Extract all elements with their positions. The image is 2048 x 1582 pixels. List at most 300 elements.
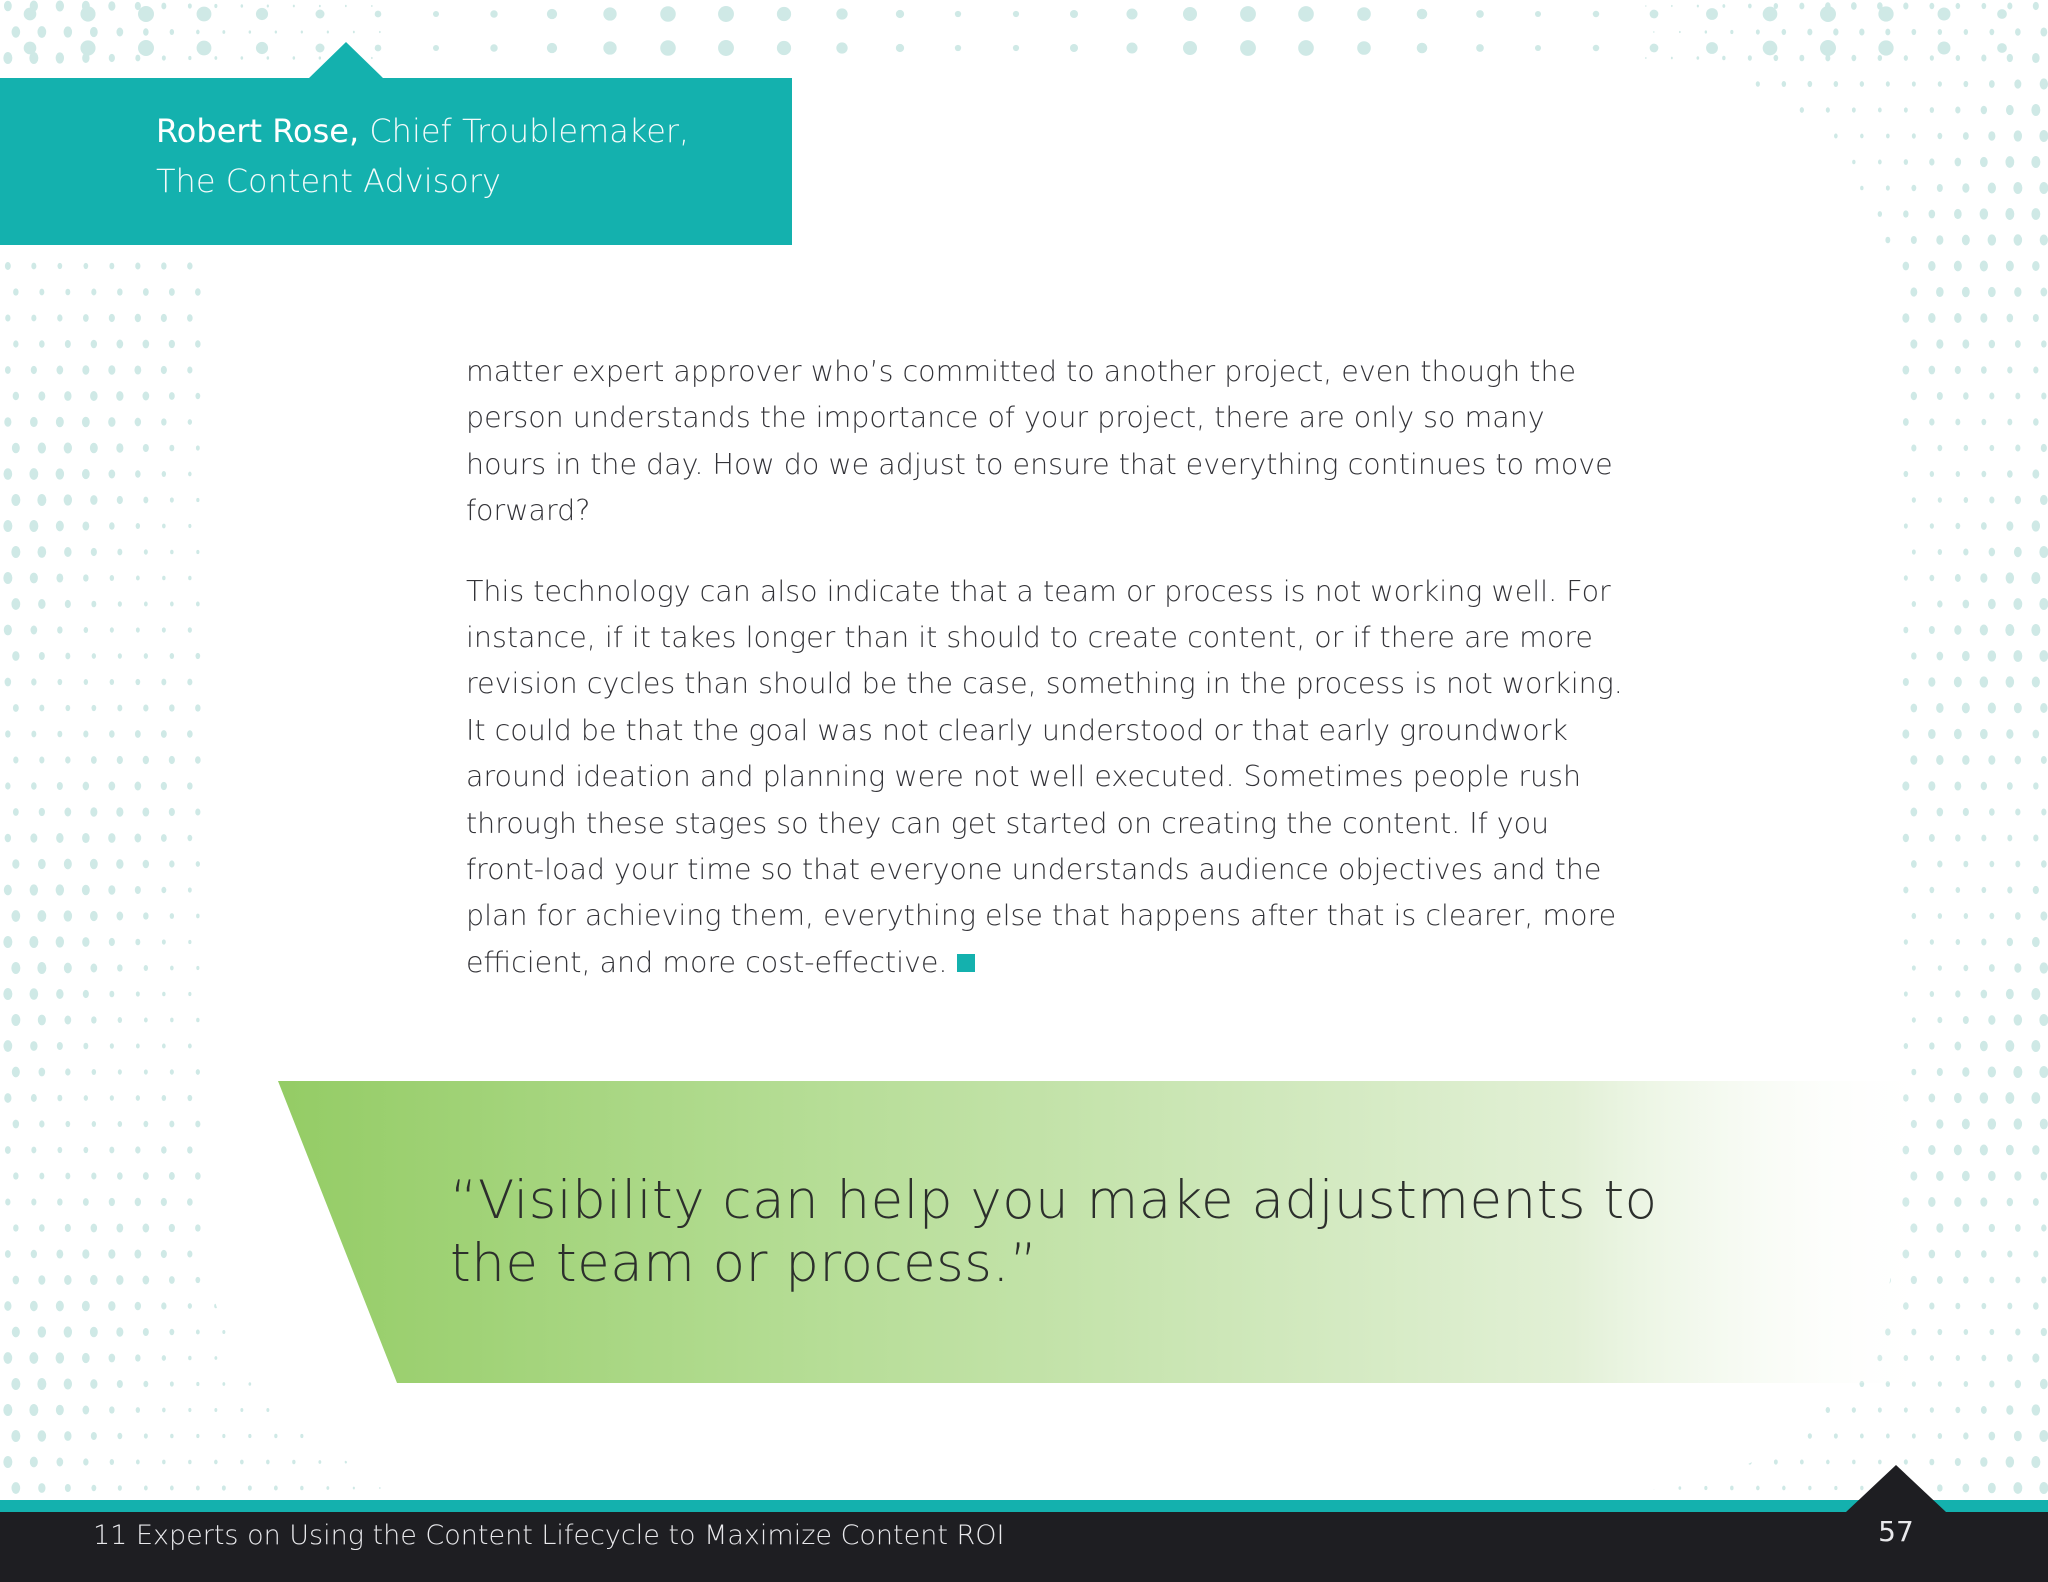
background-dot <box>162 1408 166 1413</box>
background-dot <box>57 1042 63 1050</box>
background-dot <box>1963 861 1968 868</box>
background-dot <box>1938 497 1942 503</box>
background-dot <box>187 314 193 322</box>
background-dot <box>169 860 174 867</box>
background-dot <box>603 41 616 54</box>
background-dot <box>196 653 201 659</box>
background-dot <box>1962 755 1969 765</box>
background-dot <box>1476 10 1484 18</box>
background-dot <box>196 966 199 970</box>
background-dot <box>65 653 70 660</box>
background-dot <box>293 56 296 59</box>
background-dot <box>2041 1172 2048 1181</box>
background-dot <box>187 1198 193 1206</box>
background-dot <box>222 1485 226 1490</box>
background-dot <box>490 10 497 17</box>
background-dot <box>31 678 36 685</box>
background-dot <box>1903 418 1909 426</box>
background-dot <box>136 1459 140 1464</box>
background-dot <box>1911 860 1917 868</box>
background-dot <box>169 340 175 348</box>
background-dot <box>188 1408 191 1412</box>
background-dot <box>1936 703 1943 713</box>
background-dot <box>162 576 165 581</box>
background-dot <box>92 653 96 659</box>
background-dot <box>117 1172 123 1180</box>
background-dot <box>275 30 277 33</box>
background-dot <box>1903 627 1908 634</box>
background-dot <box>955 45 961 51</box>
background-dot <box>29 1404 38 1416</box>
background-dot <box>1904 523 1908 528</box>
background-dot <box>161 3 166 10</box>
background-dot <box>108 833 115 843</box>
background-dot <box>1989 1329 1994 1335</box>
background-dot <box>1357 41 1371 55</box>
background-dot <box>58 263 63 269</box>
background-dot <box>13 704 19 712</box>
background-dot <box>110 1459 114 1465</box>
background-dot <box>1774 1459 1778 1464</box>
background-dot <box>1910 808 1917 817</box>
background-dot <box>162 1355 166 1361</box>
pull-quote-band <box>278 1081 1938 1383</box>
background-dot <box>1928 781 1935 790</box>
background-dot <box>1070 44 1078 52</box>
background-dot <box>1955 106 1960 113</box>
background-dot <box>1851 55 1856 61</box>
background-dot <box>161 1302 166 1309</box>
background-dot <box>1912 1017 1916 1022</box>
background-dot <box>1989 1277 1994 1284</box>
background-dot <box>110 1095 114 1101</box>
background-dot <box>116 391 123 401</box>
background-dot <box>1929 418 1934 425</box>
background-dot <box>56 1352 64 1363</box>
background-dot <box>1962 287 1970 297</box>
background-dot <box>1963 1432 1968 1439</box>
background-dot <box>196 1069 200 1075</box>
background-dot <box>1911 185 1916 191</box>
background-dot <box>1937 184 1943 192</box>
background-dot <box>1800 1459 1804 1464</box>
background-dot <box>2041 756 2047 764</box>
background-dot <box>1706 42 1718 54</box>
background-dot <box>2014 1118 2022 1129</box>
background-dot <box>1852 160 1855 164</box>
background-dot <box>170 966 174 971</box>
background-dot <box>547 43 557 53</box>
background-dot <box>162 1095 167 1101</box>
background-dot <box>169 704 175 711</box>
background-dot <box>38 391 45 400</box>
background-dot <box>38 1275 45 1284</box>
background-dot <box>84 1095 88 1101</box>
background-dot <box>136 523 140 529</box>
background-dot <box>1878 1460 1882 1465</box>
background-dot <box>1988 703 1996 714</box>
background-dot <box>2041 1224 2046 1231</box>
background-dot <box>64 547 71 557</box>
background-dot <box>248 1434 251 1438</box>
background-dot <box>169 1172 175 1180</box>
background-dot <box>170 653 174 659</box>
background-dot <box>1980 313 1987 322</box>
background-dot <box>1988 599 1996 609</box>
background-dot <box>1679 31 1681 33</box>
background-dot <box>57 1458 64 1467</box>
background-dot <box>169 1329 174 1335</box>
background-dot <box>162 1460 165 1465</box>
background-dot <box>144 653 148 659</box>
background-dot <box>1782 81 1787 87</box>
background-dot <box>1937 1068 1943 1076</box>
background-dot <box>1989 913 1994 919</box>
background-dot <box>90 1275 98 1285</box>
background-dot <box>1988 755 1995 764</box>
background-dot <box>1981 522 1987 530</box>
background-dot <box>1955 523 1960 529</box>
background-dot <box>1820 40 1836 56</box>
background-dot <box>39 1068 46 1077</box>
background-dot <box>109 1198 115 1206</box>
background-dot <box>56 52 64 63</box>
background-dot <box>1989 393 1994 400</box>
footer-document-title: 11 Experts on Using the Content Lifecycle to Maximize Content ROI <box>93 1520 1005 1551</box>
background-dot <box>1954 677 1962 688</box>
background-dot <box>2015 1328 2020 1335</box>
background-dot <box>379 1487 380 1489</box>
background-dot <box>4 625 12 636</box>
background-dot <box>1886 185 1890 190</box>
background-dot <box>1904 991 1908 996</box>
background-dot <box>39 340 45 347</box>
background-dot <box>2041 809 2046 816</box>
background-dot <box>80 40 95 55</box>
background-dot <box>1938 1433 1942 1439</box>
background-dot <box>1962 183 1969 193</box>
background-dot <box>1989 80 1995 88</box>
background-dot <box>144 1433 148 1438</box>
background-dot <box>1904 575 1908 580</box>
background-dot <box>2014 1431 2022 1442</box>
background-dot <box>274 1485 278 1490</box>
background-dot <box>896 44 904 52</box>
background-dot <box>83 782 89 791</box>
background-dot <box>1989 497 1994 504</box>
background-dot <box>117 1380 123 1388</box>
background-dot <box>214 1408 217 1412</box>
background-dot <box>118 1121 123 1127</box>
background-dot <box>187 367 192 374</box>
body-paragraph-2 <box>466 569 1626 987</box>
background-dot <box>195 1172 201 1180</box>
background-dot <box>2005 624 2014 636</box>
background-dot <box>116 443 123 453</box>
author-tab-notch <box>308 42 384 79</box>
background-dot <box>1706 8 1718 20</box>
background-dot <box>1930 55 1934 61</box>
background-dot <box>56 1301 64 1312</box>
background-dot <box>188 3 192 8</box>
background-dot <box>1955 158 1962 167</box>
background-dot <box>2033 834 2038 841</box>
background-dot <box>353 31 355 34</box>
background-dot <box>143 1381 148 1388</box>
background-dot <box>11 910 20 922</box>
background-dot <box>1963 548 1968 555</box>
background-dot <box>39 652 45 660</box>
background-dot <box>266 1408 269 1412</box>
background-dot <box>249 30 252 33</box>
background-dot <box>135 314 141 322</box>
background-dot <box>955 11 961 17</box>
background-dot <box>134 365 141 374</box>
background-dot <box>11 598 20 610</box>
background-dot <box>3 936 12 948</box>
background-dot <box>56 0 64 11</box>
background-dot <box>1989 548 1995 557</box>
background-dot <box>110 679 114 685</box>
background-dot <box>1989 1380 1994 1387</box>
background-dot <box>117 496 123 504</box>
background-dot <box>2007 835 2012 842</box>
background-dot <box>1910 755 1917 764</box>
background-dot <box>1878 211 1882 217</box>
background-dot <box>138 40 154 56</box>
background-dot <box>135 886 141 894</box>
background-dot <box>1808 81 1813 87</box>
background-dot <box>1904 107 1908 112</box>
background-dot <box>2033 730 2040 739</box>
background-dot <box>1937 1329 1942 1335</box>
background-dot <box>64 442 72 453</box>
background-dot <box>603 7 616 20</box>
background-dot <box>777 41 791 55</box>
background-dot <box>134 834 141 843</box>
background-dot <box>2033 1251 2038 1258</box>
background-dot <box>196 1434 199 1438</box>
background-dot <box>1826 1407 1830 1413</box>
background-dot <box>3 1040 12 1052</box>
background-dot <box>379 31 381 33</box>
background-dot <box>1956 939 1961 945</box>
background-dot <box>196 445 200 450</box>
background-dot <box>2031 988 2040 1000</box>
background-dot <box>136 1095 140 1101</box>
background-dot <box>65 705 70 711</box>
background-dot <box>170 550 173 555</box>
background-dot <box>161 887 166 894</box>
background-dot <box>161 1198 167 1206</box>
background-dot <box>1988 1483 1996 1494</box>
background-dot <box>57 314 62 321</box>
background-dot <box>13 1224 18 1231</box>
background-dot <box>1417 43 1428 54</box>
background-dot <box>195 393 200 399</box>
background-dot <box>12 26 21 37</box>
background-dot <box>170 1434 173 1439</box>
background-dot <box>2039 182 2048 194</box>
background-dot <box>2015 808 2020 815</box>
background-dot <box>30 417 38 427</box>
background-dot <box>162 627 166 632</box>
background-dot <box>11 1430 20 1442</box>
background-dot <box>2015 445 2020 452</box>
background-dot <box>3 1456 12 1468</box>
background-dot <box>64 1431 71 1441</box>
background-dot <box>1938 965 1942 971</box>
background-dot <box>195 704 200 711</box>
background-dot <box>83 731 88 738</box>
background-dot <box>2039 1430 2048 1442</box>
background-dot <box>169 288 175 296</box>
background-dot <box>29 1352 38 1364</box>
background-dot <box>138 6 154 22</box>
background-dot <box>2014 1171 2021 1181</box>
background-dot <box>2033 1198 2039 1206</box>
background-dot <box>2015 1380 2021 1389</box>
background-dot <box>1782 29 1787 35</box>
background-dot <box>161 418 166 425</box>
background-dot <box>110 575 114 581</box>
background-dot <box>195 809 200 816</box>
background-dot <box>1929 158 1934 165</box>
background-dot <box>188 940 191 944</box>
background-dot <box>12 651 19 661</box>
background-dot <box>214 1460 218 1465</box>
background-dot <box>82 469 90 479</box>
background-dot <box>82 521 89 530</box>
background-dot <box>91 601 96 608</box>
background-dot <box>1980 208 1988 219</box>
background-dot <box>144 601 148 606</box>
background-dot <box>240 1460 244 1465</box>
background-dot <box>2007 54 2013 62</box>
background-dot <box>144 1485 148 1490</box>
background-dot <box>1912 965 1916 970</box>
background-dot <box>1937 808 1944 817</box>
background-dot <box>31 1094 37 1102</box>
background-dot <box>188 524 191 528</box>
background-dot <box>30 1301 38 1311</box>
background-dot <box>2015 28 2021 35</box>
background-dot <box>56 468 64 479</box>
background-dot <box>117 1433 122 1440</box>
background-dot <box>91 1016 96 1023</box>
background-dot <box>11 962 20 974</box>
background-dot <box>90 1327 98 1338</box>
background-dot <box>1954 209 1962 219</box>
background-dot <box>144 549 148 554</box>
background-dot <box>1885 29 1890 36</box>
background-dot <box>1981 471 1986 477</box>
background-dot <box>118 1069 122 1074</box>
background-dot <box>1980 624 1988 635</box>
background-dot <box>2040 27 2047 36</box>
author-line-1 <box>156 106 689 156</box>
background-dot <box>108 417 115 427</box>
background-dot <box>1936 755 1943 765</box>
background-dot <box>1937 445 1942 451</box>
background-dot <box>2031 572 2040 584</box>
background-dot <box>1878 160 1882 165</box>
background-dot <box>1929 626 1935 634</box>
background-dot <box>83 1198 89 1206</box>
background-dot <box>375 11 382 18</box>
background-dot <box>1981 835 1986 842</box>
background-dot <box>2007 938 2013 947</box>
background-dot <box>1980 261 1988 272</box>
background-dot <box>1962 339 1969 348</box>
background-dot <box>2033 418 2039 425</box>
background-dot <box>5 834 11 843</box>
background-dot <box>161 262 166 269</box>
background-dot <box>2032 1145 2039 1155</box>
background-dot <box>1988 131 1995 141</box>
background-dot <box>1852 107 1856 112</box>
background-dot <box>37 910 46 922</box>
background-dot <box>188 56 191 60</box>
background-dot <box>2033 886 2039 894</box>
background-dot <box>1912 81 1916 86</box>
background-dot <box>109 991 114 998</box>
background-dot <box>196 861 200 867</box>
background-dot <box>2040 962 2048 973</box>
background-dot <box>143 1328 149 1336</box>
background-dot <box>84 627 89 633</box>
background-dot <box>170 1069 174 1074</box>
background-dot <box>1989 29 1994 35</box>
background-dot <box>777 7 791 21</box>
background-dot <box>197 41 212 56</box>
background-dot <box>1357 7 1371 21</box>
background-dot <box>169 808 175 816</box>
background-dot <box>1730 1486 1733 1491</box>
background-dot <box>2007 419 2012 426</box>
background-dot <box>92 1121 96 1127</box>
background-dot <box>187 679 192 686</box>
background-dot <box>65 1173 70 1180</box>
background-dot <box>2014 703 2022 714</box>
background-dot <box>2039 1066 2048 1078</box>
background-dot <box>1989 861 1994 867</box>
background-dot <box>108 782 115 791</box>
background-dot <box>13 340 18 347</box>
background-dot <box>31 1147 36 1154</box>
background-dot <box>108 365 115 374</box>
background-dot <box>2013 1066 2022 1078</box>
background-dot <box>108 885 115 894</box>
background-dot <box>1981 366 1987 374</box>
background-dot <box>5 262 11 270</box>
page-number: 57 <box>1878 1515 1914 1548</box>
background-dot <box>143 497 148 504</box>
body-paragraph-1: matter expert approver who’s committed to another project, even though the person understands the importance of your project, there are only so many hours in the day. How do we adjust to ensure that everything continues to move forward? <box>466 355 1613 528</box>
background-dot <box>109 54 115 62</box>
background-dot <box>2014 130 2022 141</box>
background-dot <box>39 289 44 296</box>
background-dot <box>2014 963 2021 973</box>
background-dot <box>162 1044 166 1049</box>
background-dot <box>3 1352 12 1364</box>
background-dot <box>1126 42 1137 53</box>
background-dot <box>1964 1381 1969 1387</box>
background-dot <box>82 833 90 843</box>
background-dot <box>2014 547 2022 557</box>
background-dot <box>1910 339 1917 348</box>
background-dot <box>12 1067 20 1078</box>
